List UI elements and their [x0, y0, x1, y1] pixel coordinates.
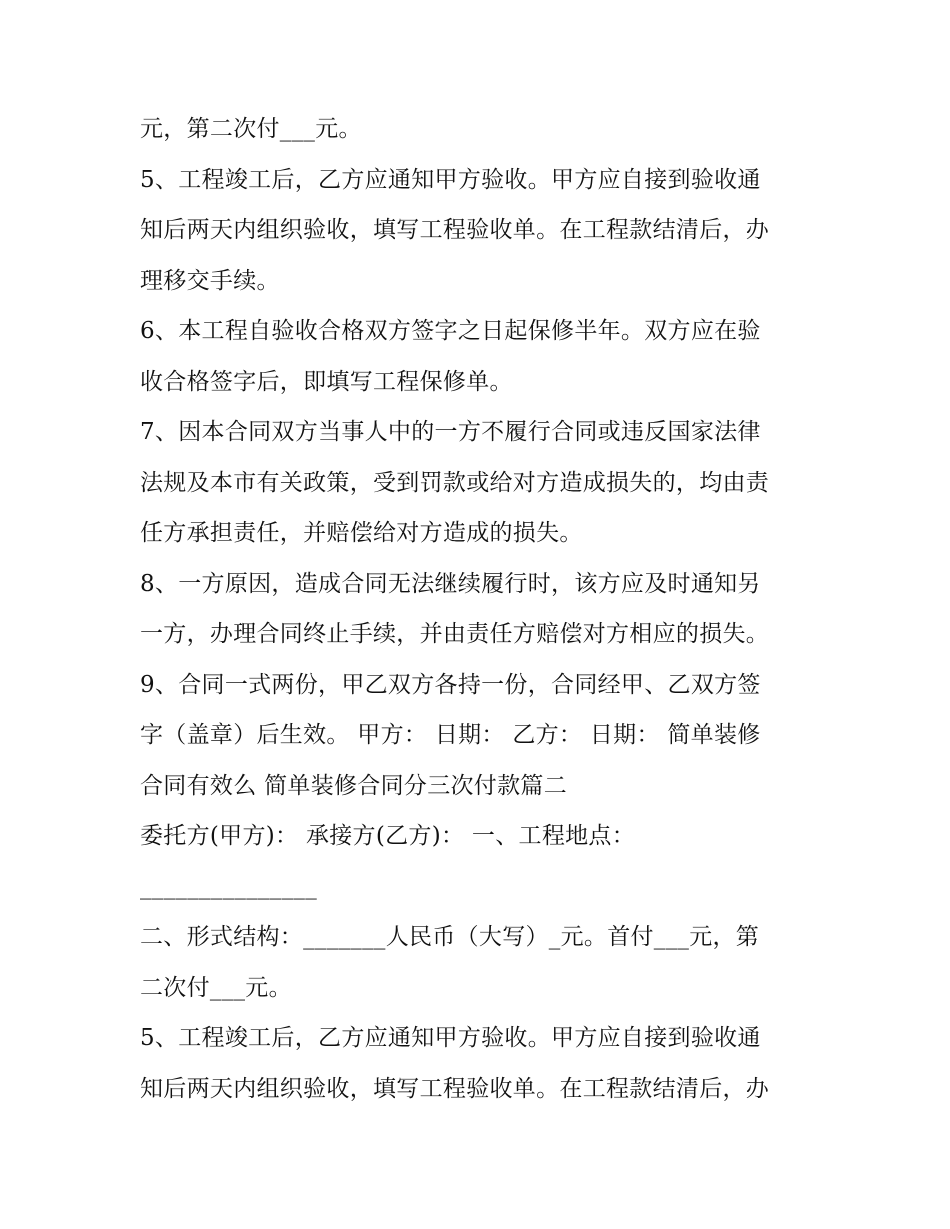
text-line: 9、合同一式两份，甲乙双方各持一份，合同经甲、乙双方签	[140, 671, 761, 698]
text-line: 法规及本市有关政策，受到罚款或给对方造成损失的，均由责	[140, 469, 770, 496]
text-line: 5、工程竣工后，乙方应通知甲方验收。甲方应自接到验收通	[140, 1025, 761, 1051]
text-line: 理移交手续。	[140, 267, 280, 294]
text-line: 6、本工程自验收合格双方签字之日起保修半年。双方应在验	[140, 318, 761, 344]
text-line: 合同有效么 简单装修合同分三次付款篇二	[140, 772, 568, 799]
text-line: 二、形式结构：_______人民币（大写）_元。首付___元，第	[140, 924, 760, 950]
text-line: 收合格签字后，即填写工程保修单。	[140, 368, 513, 395]
text-line: 7、因本合同双方当事人中的一方不履行合同或违反国家法律	[140, 419, 761, 445]
text-line: 一方，办理合同终止手续，并由责任方赔偿对方相应的损失。	[140, 621, 770, 647]
text-line: 元，第二次付___元。	[140, 116, 362, 142]
contract-body-text	[140, 104, 830, 1114]
text-line: 委托方(甲方)： 承接方(乙方)： 一、工程地点：	[140, 823, 636, 849]
text-line: 任方承担责任，并赔偿给对方造成的损失。	[140, 520, 583, 546]
text-line: 知后两天内组织验收，填写工程验收单。在工程款结清后，办	[140, 1075, 770, 1102]
text-line: 5、工程竣工后，乙方应通知甲方验收。甲方应自接到验收通	[140, 166, 761, 193]
text-line: 字（盖章）后生效。 甲方： 日期： 乙方： 日期： 简单装修	[140, 722, 761, 748]
text-line: 8、一方原因，造成合同无法继续履行时，该方应及时通知另	[140, 570, 761, 597]
text-line: _______________	[140, 873, 317, 900]
text-line: 知后两天内组织验收，填写工程验收单。在工程款结清后，办	[140, 217, 770, 243]
text-line: 二次付___元。	[140, 974, 292, 1001]
